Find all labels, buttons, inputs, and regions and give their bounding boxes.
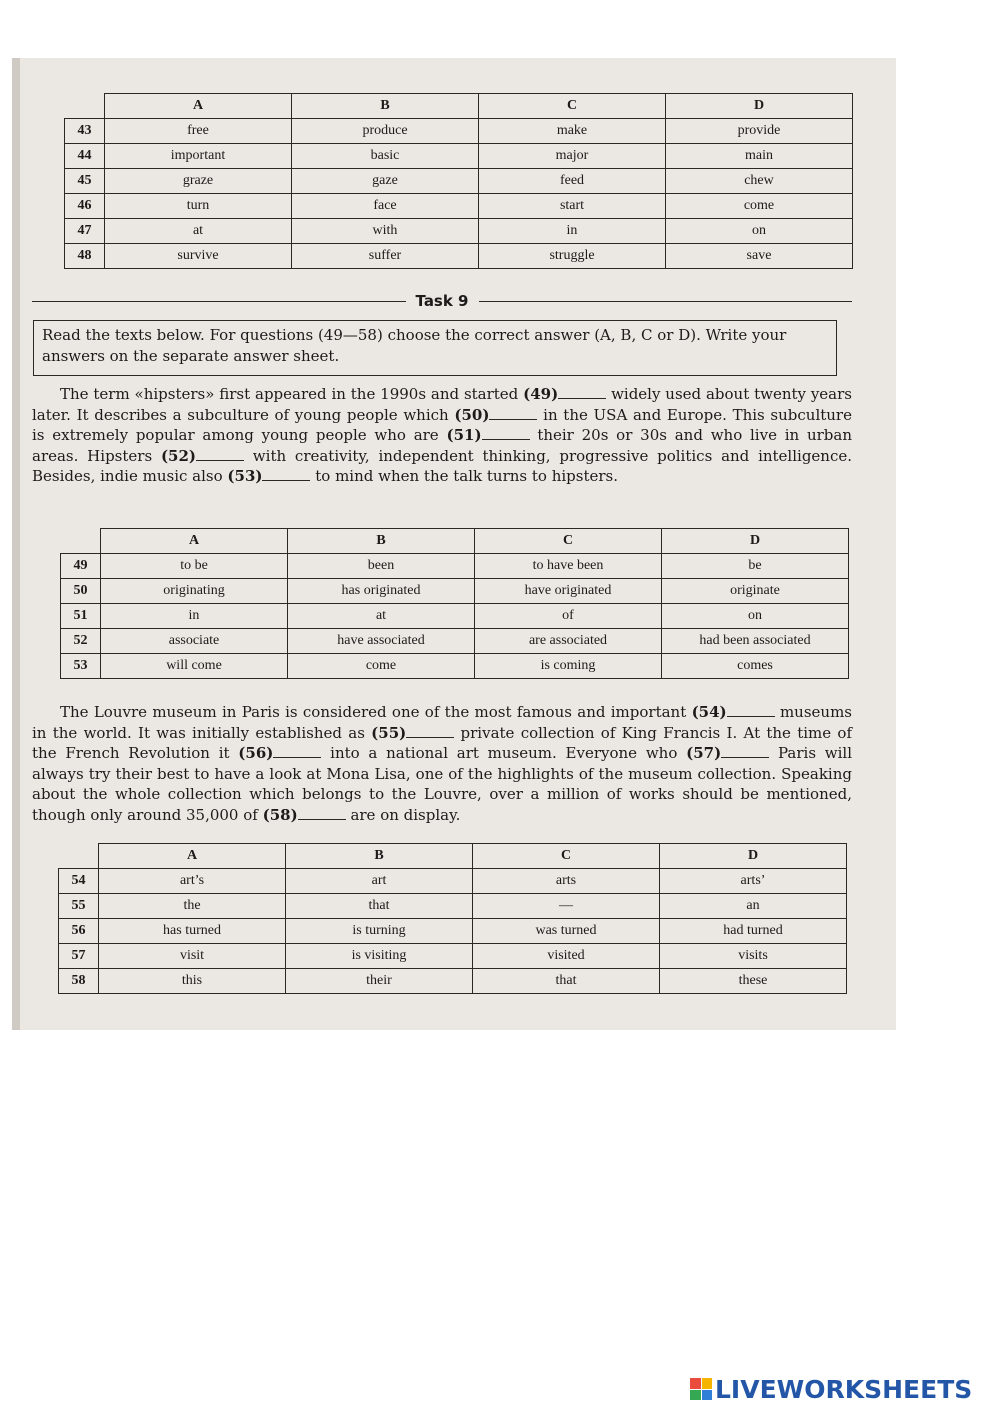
table-row bbox=[65, 144, 853, 169]
gap-number: (51) bbox=[446, 426, 482, 445]
option-d: had turned bbox=[660, 919, 847, 944]
option-b: that bbox=[286, 894, 473, 919]
question-number: 55 bbox=[59, 894, 99, 919]
text-segment: with creativity, independent thinking, progressive politics and intelligence. Besides, indie music also bbox=[32, 446, 853, 486]
option-b: been bbox=[288, 554, 475, 579]
option-d: be bbox=[662, 554, 849, 579]
table-row bbox=[65, 244, 853, 269]
corner-cell bbox=[65, 94, 105, 119]
option-c: are associated bbox=[475, 629, 662, 654]
column-header-a: A bbox=[101, 529, 288, 554]
text-segment: The term «hipsters» first appeared in the 1990s and started bbox=[60, 385, 524, 403]
option-c: feed bbox=[479, 169, 666, 194]
table-row bbox=[61, 604, 849, 629]
options-table-49-53 bbox=[60, 528, 849, 679]
option-a: visit bbox=[99, 944, 286, 969]
option-c: — bbox=[473, 894, 660, 919]
answer-gap bbox=[558, 386, 606, 399]
option-a: at bbox=[105, 219, 292, 244]
question-number: 47 bbox=[65, 219, 105, 244]
option-d: these bbox=[660, 969, 847, 994]
instructions-box bbox=[33, 320, 837, 376]
gap-number: (57) bbox=[686, 744, 722, 763]
answer-gap bbox=[727, 704, 775, 717]
option-a: this bbox=[99, 969, 286, 994]
options-table-43-48 bbox=[64, 93, 853, 269]
question-number: 44 bbox=[65, 144, 105, 169]
table-row bbox=[59, 894, 847, 919]
option-d: provide bbox=[666, 119, 853, 144]
option-b: come bbox=[288, 654, 475, 679]
option-c: that bbox=[473, 969, 660, 994]
option-b: face bbox=[292, 194, 479, 219]
option-b: basic bbox=[292, 144, 479, 169]
option-d: come bbox=[666, 194, 853, 219]
option-d: main bbox=[666, 144, 853, 169]
text-segment: Paris will always try their best to have a look at Mona Lisa, one of the highlights of the museum collection. Speaking about the whole collection which belongs to the Louvre, over a million of works should be mentioned, though only around 35,000 of bbox=[32, 744, 853, 824]
table-row bbox=[61, 579, 849, 604]
option-b: their bbox=[286, 969, 473, 994]
option-d: an bbox=[660, 894, 847, 919]
question-number: 51 bbox=[61, 604, 101, 629]
question-number: 49 bbox=[61, 554, 101, 579]
task-heading bbox=[32, 290, 852, 312]
option-b: have associated bbox=[288, 629, 475, 654]
text-segment: in the USA and Europe. This subculture is extremely popular among young people who are bbox=[32, 405, 852, 445]
gap-number: (55) bbox=[371, 723, 407, 742]
option-d: had been associated bbox=[662, 629, 849, 654]
table-row bbox=[59, 944, 847, 969]
table-row bbox=[65, 219, 853, 244]
louvre-paragraph bbox=[32, 702, 852, 826]
option-a: the bbox=[99, 894, 286, 919]
option-a: has turned bbox=[99, 919, 286, 944]
table-row bbox=[65, 169, 853, 194]
liveworksheets-logo-icon bbox=[690, 1378, 712, 1400]
question-number: 48 bbox=[65, 244, 105, 269]
gap-number: (50) bbox=[454, 405, 490, 424]
column-header-b: B bbox=[286, 844, 473, 869]
option-d: chew bbox=[666, 169, 853, 194]
task-title: Task 9 bbox=[415, 292, 469, 310]
option-a: associate bbox=[101, 629, 288, 654]
option-c: in bbox=[479, 219, 666, 244]
option-c: make bbox=[479, 119, 666, 144]
option-a: important bbox=[105, 144, 292, 169]
option-a: to be bbox=[101, 554, 288, 579]
question-number: 54 bbox=[59, 869, 99, 894]
table-row bbox=[61, 629, 849, 654]
text-segment: to mind when the talk turns to hipsters. bbox=[310, 467, 619, 486]
answer-gap bbox=[196, 448, 244, 461]
column-header-b: B bbox=[292, 94, 479, 119]
gap-number: (56) bbox=[238, 744, 274, 763]
answer-gap bbox=[273, 745, 321, 758]
table-row bbox=[59, 869, 847, 894]
option-d: comes bbox=[662, 654, 849, 679]
text-segment: museums in the world. It was initially established as bbox=[32, 703, 852, 742]
option-a: graze bbox=[105, 169, 292, 194]
table-row bbox=[65, 119, 853, 144]
column-header-c: C bbox=[473, 844, 660, 869]
option-c: struggle bbox=[479, 244, 666, 269]
liveworksheets-logo[interactable] bbox=[690, 1375, 972, 1403]
page-edge-shadow bbox=[12, 58, 20, 1030]
option-c: was turned bbox=[473, 919, 660, 944]
option-d: visits bbox=[660, 944, 847, 969]
question-number: 46 bbox=[65, 194, 105, 219]
column-header-d: D bbox=[662, 529, 849, 554]
option-a: will come bbox=[101, 654, 288, 679]
question-number: 50 bbox=[61, 579, 101, 604]
option-c: have originated bbox=[475, 579, 662, 604]
option-d: on bbox=[662, 604, 849, 629]
answer-gap bbox=[406, 725, 454, 738]
column-header-c: C bbox=[475, 529, 662, 554]
option-b: at bbox=[288, 604, 475, 629]
corner-cell bbox=[61, 529, 101, 554]
liveworksheets-logo-text: LIVEWORKSHEETS bbox=[715, 1374, 973, 1404]
text-segment: their 20s or 30s and who live in urban areas. Hipsters bbox=[32, 426, 852, 465]
table-row bbox=[59, 919, 847, 944]
option-a: in bbox=[101, 604, 288, 629]
answer-gap bbox=[298, 807, 346, 820]
options-table-54-58 bbox=[58, 843, 847, 994]
hipsters-paragraph bbox=[32, 384, 852, 487]
question-number: 45 bbox=[65, 169, 105, 194]
table-row bbox=[65, 194, 853, 219]
question-number: 56 bbox=[59, 919, 99, 944]
answer-gap bbox=[482, 427, 530, 440]
option-d: arts’ bbox=[660, 869, 847, 894]
gap-number: (58) bbox=[262, 805, 298, 824]
table-row bbox=[61, 654, 849, 679]
option-a: originating bbox=[101, 579, 288, 604]
answer-gap bbox=[721, 745, 769, 758]
gap-number: (53) bbox=[227, 467, 263, 486]
question-number: 57 bbox=[59, 944, 99, 969]
column-header-d: D bbox=[660, 844, 847, 869]
column-header-a: A bbox=[105, 94, 292, 119]
column-header-c: C bbox=[479, 94, 666, 119]
option-c: is coming bbox=[475, 654, 662, 679]
table-row bbox=[61, 554, 849, 579]
option-b: suffer bbox=[292, 244, 479, 269]
column-header-d: D bbox=[666, 94, 853, 119]
corner-cell bbox=[59, 844, 99, 869]
option-c: start bbox=[479, 194, 666, 219]
text-segment: The Louvre museum in Paris is considered one of the most famous and important bbox=[60, 703, 692, 721]
option-b: produce bbox=[292, 119, 479, 144]
instructions-text: Read the texts below. For questions (49—58) choose the correct answer (A, B, C or D). Write your answers on the separate answer sheet. bbox=[42, 326, 787, 365]
question-number: 52 bbox=[61, 629, 101, 654]
text-segment: into a national art museum. Everyone who bbox=[321, 744, 687, 763]
option-a: free bbox=[105, 119, 292, 144]
option-a: survive bbox=[105, 244, 292, 269]
option-c: major bbox=[479, 144, 666, 169]
column-header-b: B bbox=[288, 529, 475, 554]
option-b: gaze bbox=[292, 169, 479, 194]
option-c: to have been bbox=[475, 554, 662, 579]
option-c: visited bbox=[473, 944, 660, 969]
gap-number: (52) bbox=[160, 446, 197, 465]
question-number: 58 bbox=[59, 969, 99, 994]
option-b: is visiting bbox=[286, 944, 473, 969]
option-d: originate bbox=[662, 579, 849, 604]
option-a: turn bbox=[105, 194, 292, 219]
column-header-a: A bbox=[99, 844, 286, 869]
question-number: 53 bbox=[61, 654, 101, 679]
option-a: art’s bbox=[99, 869, 286, 894]
text-segment: private collection of King Francis I. At the time of the French Revolution it bbox=[32, 723, 852, 763]
option-c: arts bbox=[473, 869, 660, 894]
option-b: with bbox=[292, 219, 479, 244]
answer-gap bbox=[262, 468, 310, 481]
heading-rule-left bbox=[32, 301, 406, 302]
option-b: art bbox=[286, 869, 473, 894]
text-segment: widely used about twenty years later. It describes a subculture of young people which bbox=[32, 385, 852, 424]
option-b: has originated bbox=[288, 579, 475, 604]
option-d: on bbox=[666, 219, 853, 244]
option-d: save bbox=[666, 244, 853, 269]
gap-number: (54) bbox=[691, 703, 727, 721]
option-b: is turning bbox=[286, 919, 473, 944]
answer-gap bbox=[489, 407, 537, 420]
heading-rule-right bbox=[479, 301, 853, 302]
option-c: of bbox=[475, 604, 662, 629]
text-segment: are on display. bbox=[345, 805, 461, 824]
gap-number: (49) bbox=[523, 385, 559, 403]
question-number: 43 bbox=[65, 119, 105, 144]
table-row bbox=[59, 969, 847, 994]
